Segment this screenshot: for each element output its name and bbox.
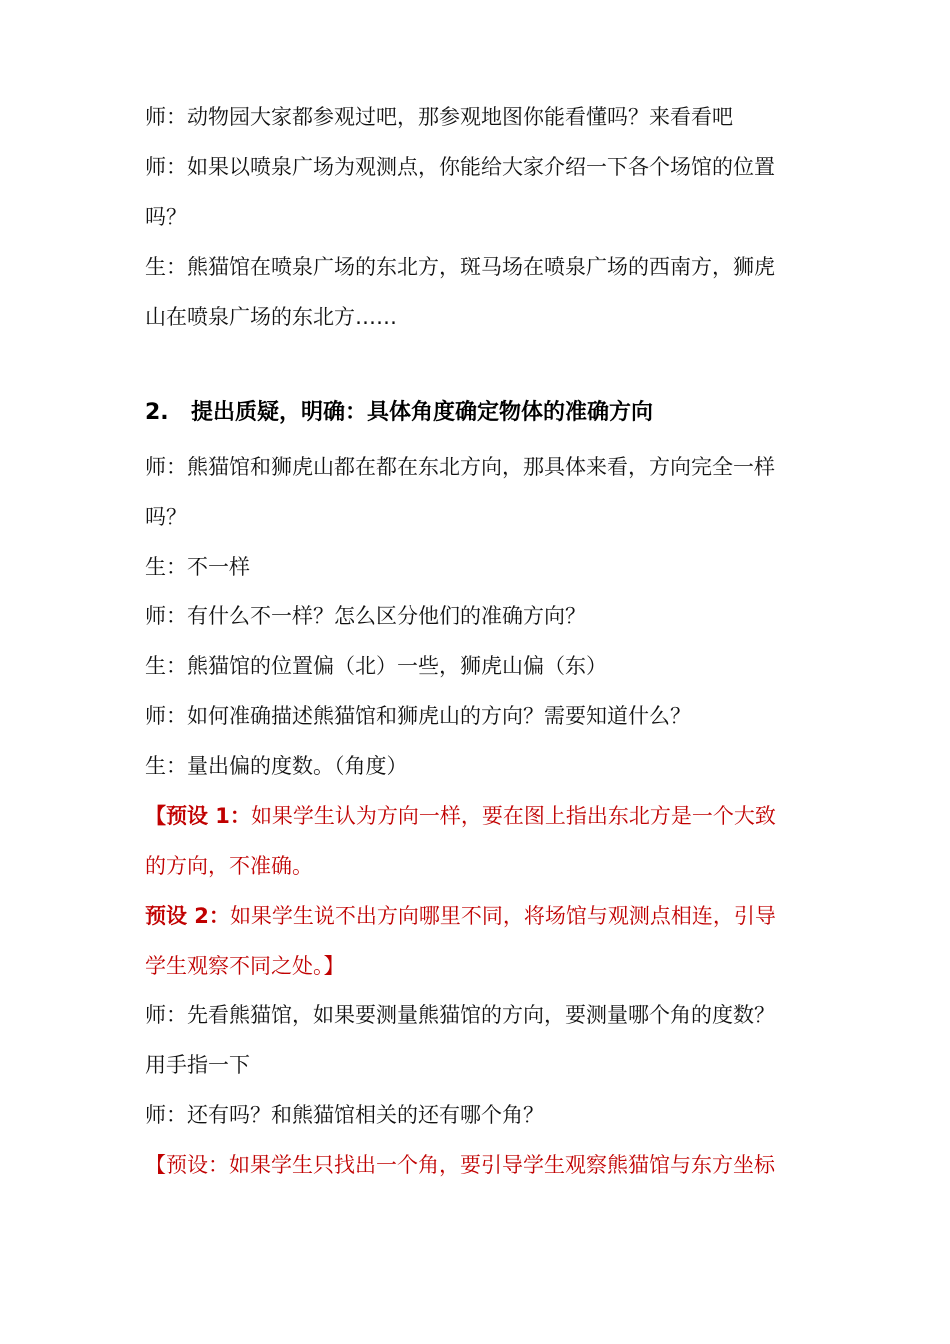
dialogue-line: 师：熊猫馆和狮虎山都在都在东北方向，那具体来看，方向完全一样 <box>145 455 775 479</box>
preset-note-continued: 的方向，不准确。 <box>145 854 313 878</box>
dialogue-line: 山在喷泉广场的东北方…… <box>145 305 397 329</box>
dialogue-line: 吗？ <box>145 505 187 529</box>
section-title: 提出质疑，明确：具体角度确定物体的准确方向 <box>191 400 654 425</box>
preset-label: 【预设 1： <box>145 804 251 828</box>
preset-text: 如果学生认为方向一样，要在图上指出东北方是一个大致 <box>250 804 776 828</box>
preset-note <box>145 801 825 831</box>
dialogue-line: 师：如何准确描述熊猫馆和狮虎山的方向？需要知道什么？ <box>145 704 691 728</box>
dialogue-line: 吗？ <box>145 205 187 229</box>
dialogue-line: 师：有什么不一样？怎么区分他们的准确方向？ <box>145 604 586 628</box>
dialogue-line: 生：熊猫馆在喷泉广场的东北方，斑马场在喷泉广场的西南方，狮虎 <box>145 255 775 279</box>
preset-label: 预设 2： <box>145 904 230 928</box>
section-number: 2. <box>145 400 169 425</box>
dialogue-line: 师：先看熊猫馆，如果要测量熊猫馆的方向，要测量哪个角的度数？ <box>145 1003 775 1027</box>
dialogue-line: 师：动物园大家都参观过吧，那参观地图你能看懂吗？来看看吧 <box>145 105 733 129</box>
dialogue-line: 师：还有吗？和熊猫馆相关的还有哪个角？ <box>145 1103 544 1127</box>
preset-note-continued: 学生观察不同之处。】 <box>145 954 345 978</box>
dialogue-line: 师：如果以喷泉广场为观测点，你能给大家介绍一下各个场馆的位置 <box>145 155 775 179</box>
preset-note <box>145 901 825 931</box>
preset-note: 【预设：如果学生只找出一个角，要引导学生观察熊猫馆与东方坐标 <box>145 1153 775 1177</box>
preset-text: 如果学生说不出方向哪里不同，将场馆与观测点相连，引导 <box>229 904 776 928</box>
section-heading <box>145 398 825 428</box>
dialogue-line: 用手指一下 <box>145 1053 250 1077</box>
dialogue-line: 生：熊猫馆的位置偏（北）一些，狮虎山偏（东） <box>145 654 607 678</box>
dialogue-line: 生：不一样 <box>145 555 250 579</box>
dialogue-line: 生：量出偏的度数。（角度） <box>145 754 408 778</box>
